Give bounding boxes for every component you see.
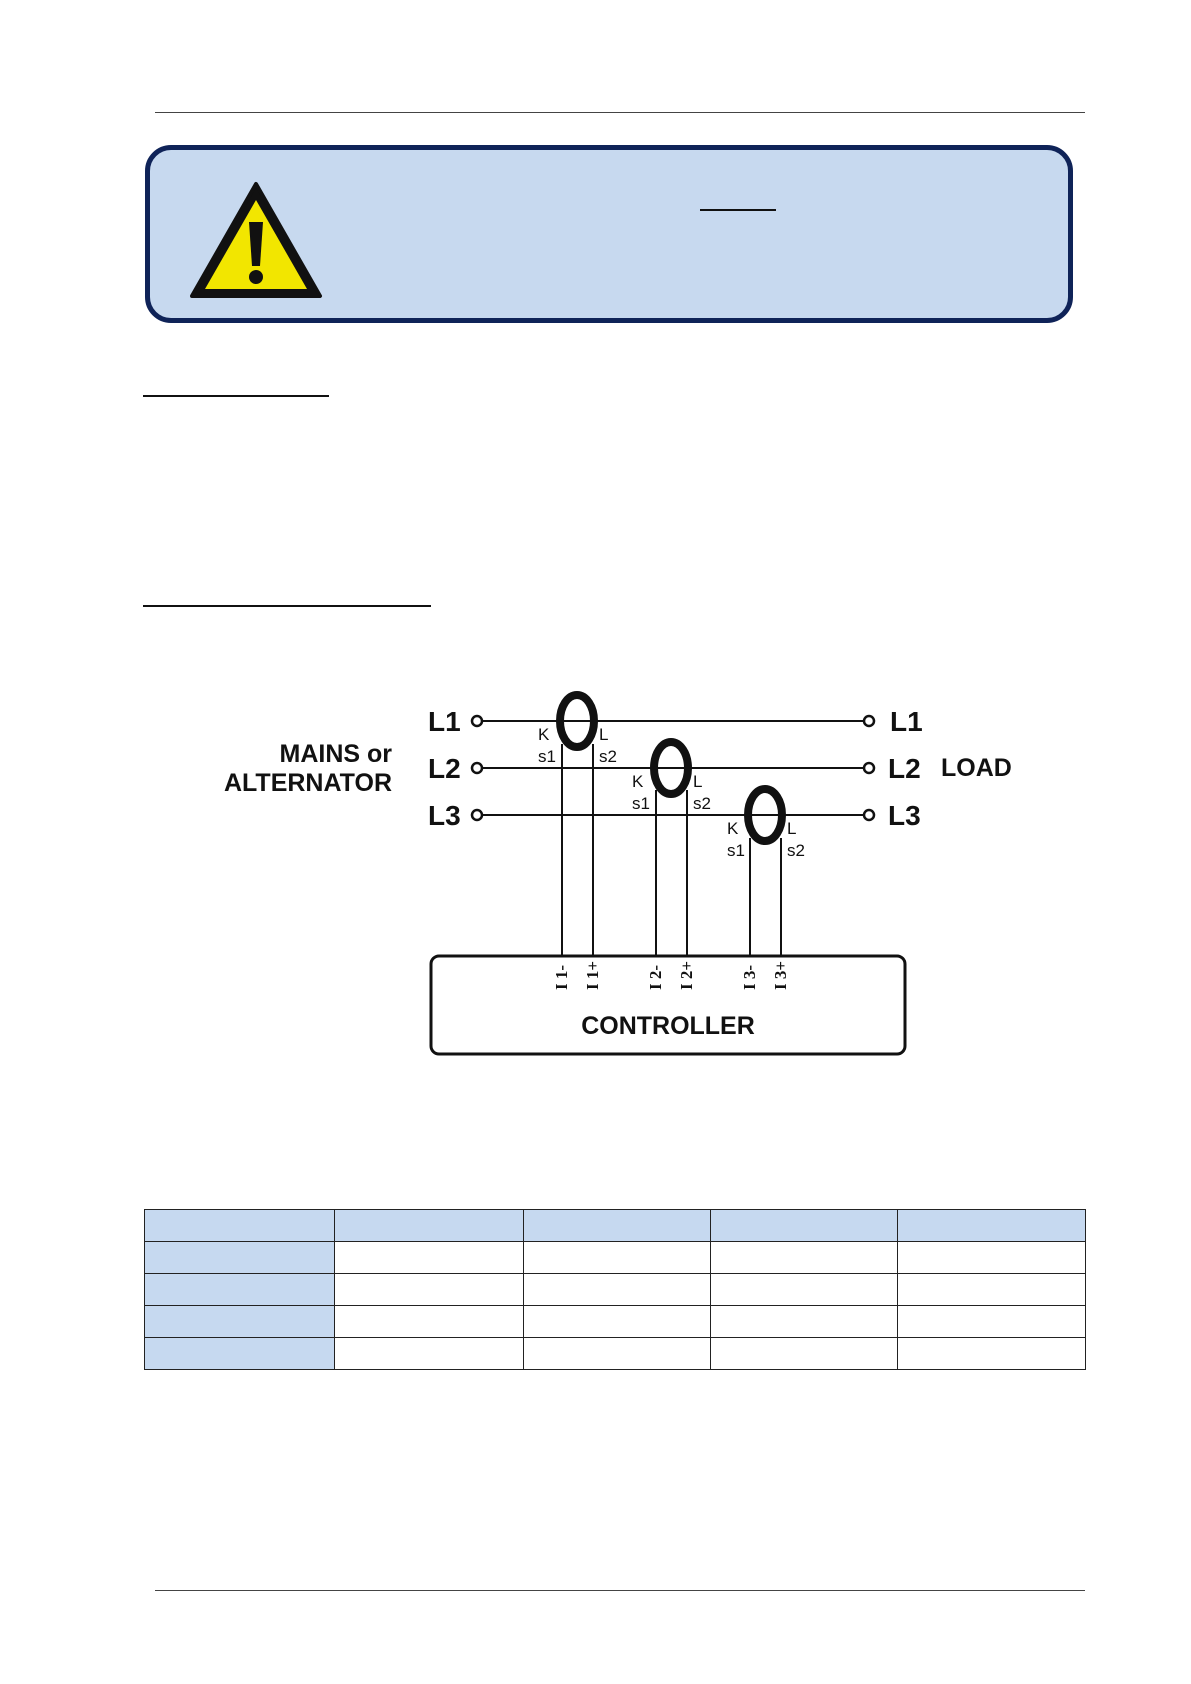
table-cell [524,1338,711,1370]
table-cell [335,1338,524,1370]
table-cell [711,1338,898,1370]
ct2-s2-label: s2 [693,794,711,813]
ct3-l-label: L [787,819,797,838]
table-cell [335,1210,524,1242]
terminal-left-l2 [472,763,482,773]
terminal-right-l1 [864,716,874,726]
terminal-label-i3-plus: I 3+ [771,960,790,990]
table-cell [145,1242,335,1274]
ct2-k-label: K [632,772,644,791]
table-cell [898,1338,1086,1370]
table-cell [898,1274,1086,1306]
table-row [145,1242,1086,1274]
terminal-label-i2-minus: I 2- [646,964,665,990]
ct3-k-label: K [727,819,739,838]
terminal-right-l3 [864,810,874,820]
line-label-left-l2: L2 [428,753,461,784]
table-cell [711,1274,898,1306]
table-cell [524,1306,711,1338]
table-cell [898,1306,1086,1338]
ct1-l-label: L [599,725,609,744]
table-cell [145,1338,335,1370]
table-row [145,1306,1086,1338]
terminal-right-l2 [864,763,874,773]
terminal-label-i3-minus: I 3- [740,964,759,990]
table-cell [335,1306,524,1338]
ct2-l-label: L [693,772,703,791]
table-header-row [145,1210,1086,1242]
table-cell [524,1210,711,1242]
table-cell [335,1274,524,1306]
source-label-line2: ALTERNATOR [223,769,392,797]
table-cell [898,1242,1086,1274]
line-label-right-l3: L3 [888,800,921,831]
table-cell [145,1306,335,1338]
table-cell [898,1210,1086,1242]
controller-label: CONTROLLER [581,1012,755,1040]
load-label: LOAD [941,754,1012,782]
ct1-k-label: K [538,725,550,744]
terminal-left-l1 [472,716,482,726]
table-cell [145,1210,335,1242]
line-label-right-l2: L2 [888,753,921,784]
table-row [145,1274,1086,1306]
table-cell [524,1242,711,1274]
terminal-label-i2-plus: I 2+ [677,960,696,990]
table-cell [711,1306,898,1338]
data-table [144,1209,1086,1370]
table-cell [145,1274,335,1306]
table-cell [711,1210,898,1242]
source-label-line1: MAINS or [279,740,392,768]
table-row [145,1338,1086,1370]
line-label-right-l1: L1 [890,706,923,737]
terminal-label-i1-minus: I 1- [552,964,571,990]
ct1-s1-label: s1 [538,747,556,766]
ct1-s2-label: s2 [599,747,617,766]
table-cell [335,1242,524,1274]
line-label-left-l1: L1 [428,706,461,737]
terminal-label-i1-plus: I 1+ [583,960,602,990]
table-cell [711,1242,898,1274]
footer-rule [155,1590,1085,1591]
ct2-s1-label: s1 [632,794,650,813]
ct3-s1-label: s1 [727,841,745,860]
table-cell [524,1274,711,1306]
ct3-s2-label: s2 [787,841,805,860]
line-label-left-l3: L3 [428,800,461,831]
terminal-left-l3 [472,810,482,820]
